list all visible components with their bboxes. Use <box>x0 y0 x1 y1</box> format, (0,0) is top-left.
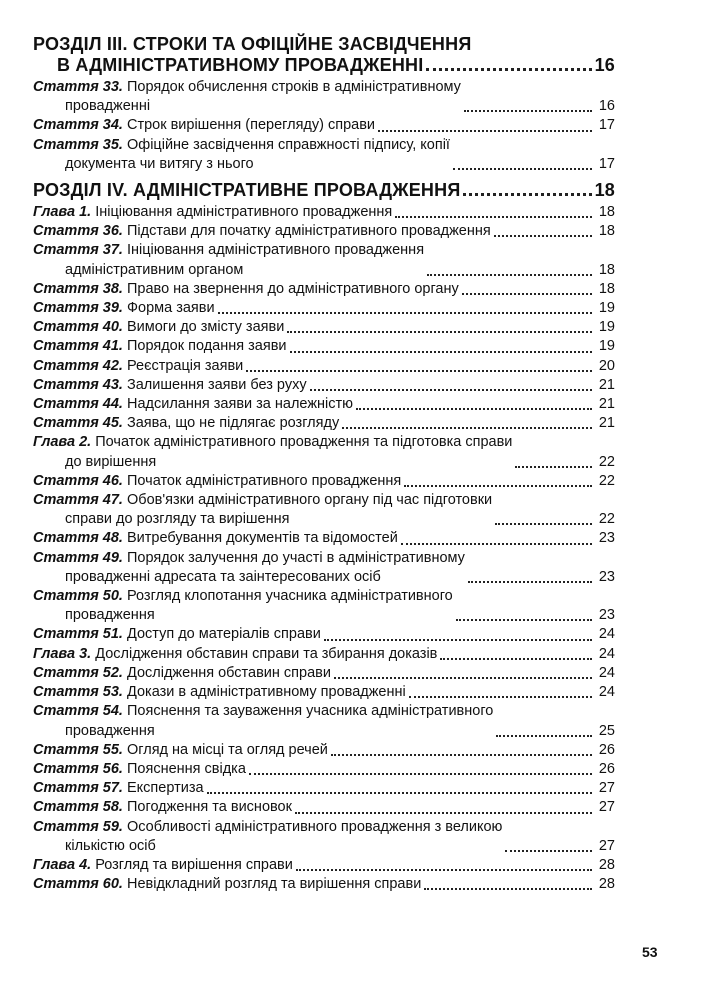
entry-text: Залишення заяви без руху <box>126 376 307 393</box>
entry-page-number: 28 <box>598 876 615 893</box>
toc-article-entry <box>33 357 615 376</box>
section-heading <box>33 180 615 201</box>
entry-label: Стаття 45. <box>33 415 123 432</box>
entry-label: Стаття 52. <box>33 664 123 681</box>
toc-article-entry <box>33 683 615 702</box>
toc-article-entry <box>33 414 615 433</box>
entry-page-number: 22 <box>598 472 615 489</box>
entry-label: Стаття 57. <box>33 780 123 797</box>
entry-title <box>33 529 398 548</box>
toc-article-entry <box>33 741 615 760</box>
section-heading-text: РОЗДІЛ IV. АДМІНІСТРАТИВНЕ ПРОВАДЖЕННЯ <box>33 180 461 201</box>
entry-title <box>33 203 392 222</box>
entry-title <box>33 818 502 856</box>
entry-page-number: 23 <box>598 607 615 624</box>
entry-text: Невідкладний розгляд та вирішення справи <box>126 876 422 893</box>
dot-leader <box>496 735 592 737</box>
dot-leader <box>249 773 592 775</box>
entry-title <box>33 760 246 779</box>
dot-leader <box>290 351 592 353</box>
entry-text-continuation: кількістю осіб <box>65 837 156 854</box>
toc-chapter-entry <box>33 645 615 664</box>
entry-title <box>33 222 491 241</box>
toc-article-entry <box>33 491 615 529</box>
entry-label: Стаття 36. <box>33 223 123 240</box>
dot-leader <box>324 639 592 641</box>
entry-page-number: 21 <box>598 396 615 413</box>
entry-label: Стаття 53. <box>33 684 123 701</box>
dot-leader <box>246 370 592 372</box>
dot-leader <box>505 850 592 852</box>
entry-label: Стаття 42. <box>33 357 123 374</box>
toc-article-entry <box>33 299 615 318</box>
entry-text: Підстави для початку адміністративного провадження <box>126 223 491 240</box>
entry-text-continuation: документа чи витягу з нього <box>65 155 254 172</box>
entry-title <box>33 683 406 702</box>
entry-text-continuation: до вирішення <box>65 453 157 470</box>
dot-leader <box>463 193 591 196</box>
entry-label: Стаття 51. <box>33 626 123 643</box>
toc-article-entry <box>33 625 615 644</box>
dot-leader <box>295 812 592 814</box>
toc-article-entry <box>33 318 615 337</box>
entry-title <box>33 856 293 875</box>
entry-title <box>33 625 321 644</box>
entry-page-number: 23 <box>598 568 615 585</box>
entry-label: Стаття 34. <box>33 117 123 134</box>
section-heading-text-line2: В АДМІНІСТРАТИВНОМУ ПРОВАДЖЕННІ <box>57 55 424 75</box>
entry-label: Стаття 54. <box>33 703 123 720</box>
section-page-number: 18 <box>594 180 615 201</box>
entry-label: Стаття 55. <box>33 741 123 758</box>
entry-label: Стаття 50. <box>33 588 123 605</box>
dot-leader <box>453 168 592 170</box>
entry-page-number: 28 <box>598 856 615 873</box>
entry-label: Глава 3. <box>33 645 92 662</box>
entry-text: Розгляд клопотання учасника адміністративного <box>126 588 453 605</box>
entry-title <box>33 116 375 135</box>
entry-page-number: 19 <box>598 300 615 317</box>
entry-page-number: 18 <box>598 280 615 297</box>
dot-leader <box>424 888 592 890</box>
toc-article-entry <box>33 280 615 299</box>
toc-article-entry <box>33 779 615 798</box>
toc-article-entry <box>33 136 615 174</box>
dot-leader <box>404 485 592 487</box>
entry-text: Пояснення та зауваження учасника адміністративного <box>126 703 494 720</box>
toc-article-entry <box>33 376 615 395</box>
entry-label: Стаття 37. <box>33 242 123 259</box>
dot-leader <box>426 68 591 71</box>
dot-leader <box>331 754 592 756</box>
entry-label: Стаття 58. <box>33 799 123 816</box>
entry-label: Стаття 47. <box>33 492 123 509</box>
entry-label: Стаття 59. <box>33 818 123 835</box>
entry-title <box>33 299 215 318</box>
toc-article-entry <box>33 116 615 135</box>
toc-article-entry <box>33 818 615 856</box>
section-heading-text: РОЗДІЛ ІІІ. СТРОКИ ТА ОФІЦІЙНЕ ЗАСВІДЧЕННЯ <box>33 34 472 54</box>
entry-title <box>33 741 328 760</box>
dot-leader <box>218 312 592 314</box>
entry-text: Дослідження обставин справи та збирання доказів <box>95 645 438 662</box>
entry-page-number: 26 <box>598 760 615 777</box>
entry-title <box>33 357 243 376</box>
entry-title <box>33 702 493 740</box>
toc-article-entry <box>33 222 615 241</box>
entry-text: Порядок залучення до участі в адміністративному <box>126 549 465 566</box>
entry-page-number: 18 <box>598 261 615 278</box>
entry-title <box>33 280 459 299</box>
entry-text: Обов'язки адміністративного органу під час підготовки <box>126 492 493 509</box>
entry-text: Право на звернення до адміністративного органу <box>126 280 459 297</box>
entry-text: Дослідження обставин справи <box>126 664 331 681</box>
toc-article-entry <box>33 549 615 587</box>
entry-page-number: 17 <box>598 117 615 134</box>
entry-title <box>33 798 292 817</box>
entry-page-number: 18 <box>598 204 615 221</box>
toc-article-entry <box>33 337 615 356</box>
entry-text: Порядок обчислення строків в адміністративному <box>126 79 461 95</box>
dot-leader <box>464 110 592 112</box>
dot-leader <box>287 331 592 333</box>
entry-text: Ініціювання адміністративного провадження <box>95 204 393 221</box>
dot-leader <box>427 274 592 276</box>
entry-page-number: 24 <box>598 684 615 701</box>
entry-text-continuation: адміністративним органом <box>65 261 244 278</box>
entry-text: Ініціювання адміністративного провадження <box>126 242 425 259</box>
section-heading-line2 <box>33 55 615 76</box>
entry-text: Строк вирішення (перегляду) справи <box>126 117 376 134</box>
entry-label: Глава 4. <box>33 856 92 873</box>
entry-text-continuation: провадження <box>65 722 155 739</box>
dot-leader <box>395 216 592 218</box>
toc-chapter-entry <box>33 203 615 222</box>
entry-label: Стаття 40. <box>33 319 123 336</box>
entry-label: Стаття 49. <box>33 549 123 566</box>
entry-page-number: 20 <box>598 357 615 374</box>
entry-title <box>33 472 401 491</box>
entry-page-number: 19 <box>598 338 615 355</box>
entry-text: Докази в адміністративному провадженні <box>126 684 406 701</box>
entry-label: Стаття 35. <box>33 136 123 153</box>
entry-text: Офіційне засвідчення справжності підпису, копії <box>126 136 450 153</box>
entry-text: Початок адміністративного провадження <box>126 472 402 489</box>
dot-leader <box>515 466 592 468</box>
entry-page-number: 17 <box>598 155 615 172</box>
toc-article-entry <box>33 664 615 683</box>
dot-leader <box>409 696 592 698</box>
entry-title <box>33 241 424 279</box>
entry-page-number: 22 <box>598 511 615 528</box>
entry-page-number: 24 <box>598 626 615 643</box>
entry-text: Витребування документів та відомостей <box>126 530 398 547</box>
entry-title <box>33 395 353 414</box>
table-of-contents <box>33 34 615 894</box>
entry-text: Експертиза <box>126 780 204 797</box>
toc-article-entry <box>33 78 615 116</box>
entry-label: Стаття 39. <box>33 300 123 317</box>
entry-title <box>33 414 339 433</box>
toc-chapter-entry <box>33 856 615 875</box>
entry-page-number: 27 <box>598 780 615 797</box>
entry-text: Заява, що не підлягає розгляду <box>126 415 340 432</box>
entry-title <box>33 779 204 798</box>
entry-page-number: 21 <box>598 415 615 432</box>
toc-article-entry <box>33 760 615 779</box>
toc-chapter-entry <box>33 433 615 471</box>
entry-page-number: 19 <box>598 319 615 336</box>
entry-text: Розгляд та вирішення справи <box>95 856 293 873</box>
entry-title <box>33 491 492 529</box>
dot-leader <box>310 389 592 391</box>
entry-text: Початок адміністративного провадження та підготовка справи <box>95 434 513 451</box>
entry-label: Стаття 43. <box>33 376 123 393</box>
toc-article-entry <box>33 472 615 491</box>
dot-leader <box>401 543 592 545</box>
entry-page-number: 25 <box>598 722 615 739</box>
entry-page-number: 27 <box>598 837 615 854</box>
dot-leader <box>378 130 592 132</box>
toc-article-entry <box>33 702 615 740</box>
entry-label: Стаття 38. <box>33 280 123 297</box>
entry-text: Погодження та висновок <box>126 799 292 816</box>
entry-title <box>33 587 453 625</box>
entry-title <box>33 433 512 471</box>
dot-leader <box>342 427 592 429</box>
dot-leader <box>207 792 592 794</box>
entry-label: Стаття 33. <box>33 79 123 95</box>
entry-text-continuation: провадженні адресата та заінтересованих осіб <box>65 568 381 585</box>
entry-text: Пояснення свідка <box>126 760 246 777</box>
entry-text: Порядок подання заяви <box>126 338 287 355</box>
entry-text: Вимоги до змісту заяви <box>126 319 285 336</box>
entry-text-continuation: провадження <box>65 607 155 624</box>
entry-title <box>33 549 465 587</box>
entry-label: Стаття 60. <box>33 876 123 893</box>
entry-title <box>33 337 287 356</box>
entry-title <box>33 664 331 683</box>
entry-label: Стаття 41. <box>33 338 123 355</box>
entry-page-number: 21 <box>598 376 615 393</box>
dot-leader <box>456 619 592 621</box>
dot-leader <box>462 293 592 295</box>
toc-article-entry <box>33 587 615 625</box>
entry-title <box>33 318 284 337</box>
entry-page-number: 26 <box>598 741 615 758</box>
entry-label: Стаття 44. <box>33 396 123 413</box>
entry-text: Реєстрація заяви <box>126 357 244 374</box>
toc-article-entry <box>33 529 615 548</box>
entry-page-number: 24 <box>598 664 615 681</box>
dot-leader <box>356 408 592 410</box>
entry-title <box>33 875 421 894</box>
page-number: 53 <box>642 944 658 960</box>
entry-label: Стаття 48. <box>33 530 123 547</box>
toc-article-entry <box>33 875 615 894</box>
toc-article-entry <box>33 798 615 817</box>
entry-text: Особливості адміністративного провадження з великою <box>126 818 503 835</box>
entry-page-number: 27 <box>598 799 615 816</box>
entry-label: Глава 1. <box>33 204 92 221</box>
entry-page-number: 23 <box>598 530 615 547</box>
dot-leader <box>334 677 592 679</box>
dot-leader <box>468 581 592 583</box>
entry-page-number: 22 <box>598 453 615 470</box>
section-page-number: 16 <box>594 55 615 75</box>
entry-text: Огляд на місці та огляд речей <box>126 741 328 758</box>
entry-page-number: 24 <box>598 645 615 662</box>
entry-page-number: 18 <box>598 223 615 240</box>
entry-page-number: 16 <box>598 98 615 115</box>
entry-title <box>33 645 437 664</box>
entry-text-continuation: справи до розгляду та вирішення <box>65 511 290 528</box>
entry-label: Стаття 56. <box>33 760 123 777</box>
section-heading <box>33 34 615 55</box>
entry-text-continuation: провадженні <box>65 98 151 115</box>
entry-label: Стаття 46. <box>33 472 123 489</box>
dot-leader <box>495 523 592 525</box>
entry-title <box>33 78 461 116</box>
toc-article-entry <box>33 395 615 414</box>
entry-title <box>33 376 307 395</box>
dot-leader <box>440 658 592 660</box>
toc-article-entry <box>33 241 615 279</box>
dot-leader <box>494 235 592 237</box>
entry-title <box>33 136 450 174</box>
dot-leader <box>296 869 592 871</box>
entry-text: Доступ до матеріалів справи <box>126 626 321 643</box>
entry-text: Форма заяви <box>126 300 215 317</box>
entry-label: Глава 2. <box>33 434 92 451</box>
entry-text: Надсилання заяви за належністю <box>126 396 354 413</box>
